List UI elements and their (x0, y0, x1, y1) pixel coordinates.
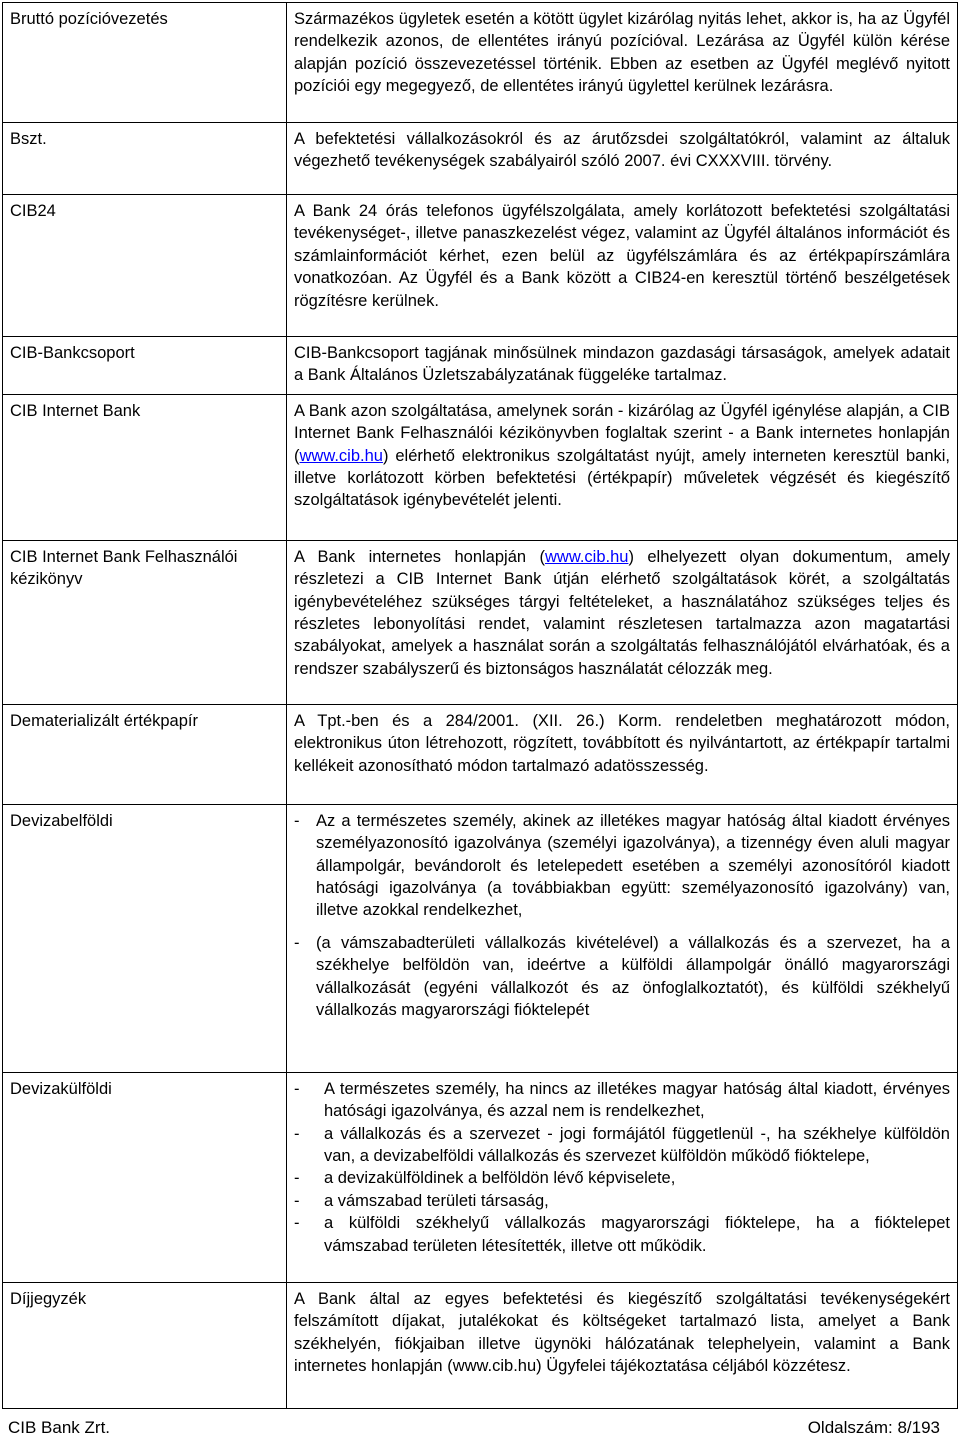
definition-cell (287, 1072, 958, 1282)
term-cell: CIB Internet Bank (3, 394, 287, 540)
definition-text (294, 400, 950, 512)
glossary-row-dijjegyzek (3, 1282, 958, 1408)
term-cell: CIB-Bankcsoport (3, 337, 287, 395)
dash-bullet: - (294, 1214, 300, 1233)
glossary-table (2, 2, 958, 1409)
glossary-row-devizabelfoldi (3, 804, 958, 1072)
definition-cell (287, 195, 958, 337)
term-cell: Bszt. (3, 123, 287, 195)
glossary-row-cib24 (3, 195, 958, 337)
term-cell: CIB Internet Bank Felhasználói kézikönyv (3, 540, 287, 704)
term-cell: Bruttó pozícióvezetés (3, 3, 287, 123)
definition-cell (287, 804, 958, 1072)
list-item-text: a külföldi székhelyű vállalkozás magyarországi fióktelepe, ha a fióktelepet vámszabad területen létesítették, illetve ott működik. (324, 1214, 950, 1255)
list-item-text: (a vámszabadterületi vállalkozás kivételével) a vállalkozás és a szervezet, ha a székhelye belföldön van, ideértve a külföldi állampolgár önálló magyarországi vállalkozását (egyéni vállalkozót és az önfoglalkoztatót), és külföldi székhelyű vállalkozás magyarországi fióktelepét (316, 933, 950, 1020)
dash-bullet: - (294, 1169, 300, 1188)
definition-text-part: ) elérhető elektronikus szolgáltatást nyújt, amely interneten keresztül banki, illetve korlátozott körben befektetési (értékpapír) műveletek végzését és kiegészítő szolgáltatások igénybevételét jelenti. (294, 446, 950, 510)
definition-cell (287, 3, 958, 123)
definition-text: A befektetési vállalkozásokról és az árutőzsdei szolgáltatókról, valamint az általuk végezhető tevékenységek szabályairól szóló 2007. évi CXXXVIII. törvény. (294, 130, 950, 171)
cib-website-link[interactable]: www.cib.hu (299, 446, 383, 465)
list-item (294, 1212, 950, 1257)
cib-website-link[interactable]: www.cib.hu (544, 547, 629, 566)
list-item (294, 1078, 950, 1123)
list-item (294, 810, 950, 922)
definition-cell (287, 540, 958, 704)
list-item-text: a devizakülföldinek a belföldön lévő képviselete, (324, 1169, 676, 1188)
list-item (294, 1167, 950, 1189)
list-item-text: Az a természetes személy, akinek az illetékes magyar hatóság által kiadott érvényes személyazonosító igazolványa (személyi igazolványa), a tizennégy éven aluli magyar állampolgár, bevándorolt és letelepedett esetében a személyi azonosítóról kiadott hatósági igazolványa (a továbbiakban együtt: személyazonosító igazolvány) van, illetve azokkal rendelkezhet, (316, 811, 950, 920)
definition-text: A Bank 24 órás telefonos ügyfélszolgálata, amely korlátozott befektetési szolgáltatási tevékenységet-, illetve panaszkezelést végez, valamint az Ügyfél általános információt és számlainformációt kérhet, ezen belül az ügyfélszámlára és az értékpapírszámlára vonatkozóan. Az Ügyfél és a Bank között a CIB24-en keresztül történő beszélgetések rögzítésre kerülnek. (294, 202, 950, 310)
glossary-row-devizakulfoldi (3, 1072, 958, 1282)
definition-text-part: ) elhelyezett olyan dokumentum, amely részletezi a CIB Internet Bank útján elérhető szolgáltatások körét, a szolgáltatás igénybevételéhez szükséges tárgyi feltételeket, a használatához szükséges teljes és részletes lebonyolítási rendet, valamint részletesen tartalmazza azon magatartási szabályokat, amelyek a használat során a szolgáltatás felhasználójától elvárhatóak, és a rendszer szabályszerű és biztonságos használatát célozzák meg. (294, 547, 950, 678)
glossary-row-cib-internet-bank (3, 394, 958, 540)
list-item (294, 932, 950, 1022)
glossary-row-cib-bankcsoport (3, 337, 958, 395)
term-cell: Devizabelföldi (3, 804, 287, 1072)
definition-text-part: A Bank azon szolgáltatása, amelynek során - kizárólag az Ügyfél igénylése alapján, a CIB Internet Bank Felhasználói kézikönyvben foglaltak szerint - a Bank internetes honlapján ( (294, 401, 950, 465)
glossary-row-felhasznaloi-kezikonyv (3, 540, 958, 704)
glossary-row-dematerializalt-ertekpapir (3, 704, 958, 804)
definition-cell (287, 337, 958, 395)
footer-page-number: Oldalszám: 8/193 (807, 1418, 940, 1437)
term-cell: Díjjegyzék (3, 1282, 287, 1408)
definition-cell (287, 1282, 958, 1408)
definition-text: A Tpt.-ben és a 284/2001. (XII. 26.) Korm. rendeletben meghatározott módon, elektronikus úton létrehozott, rögzített, továbbított és nyilvántartott, az értékpapír tartalmi kellékeit azonosítható módon tartalmazó adatösszesség. (294, 711, 950, 775)
term-cell: Devizakülföldi (3, 1072, 287, 1282)
list-item (294, 1123, 950, 1168)
term-cell: CIB24 (3, 195, 287, 337)
definition-cell (287, 394, 958, 540)
page-footer (8, 1417, 940, 1439)
glossary-row-brutto-pozicio (3, 3, 958, 123)
definition-text: CIB-Bankcsoport tagjának minősülnek mindazon gazdasági társaságok, amelyek adatait a Bank Általános Üzletszabályzatának függeléke tartalmaz. (294, 344, 950, 385)
list-item-text: a vámszabad területi társaság, (324, 1191, 549, 1210)
list-item-text: A természetes személy, ha nincs az illetékes magyar hatóság által kiadott, érvényes hatósági igazolványa, és azzal nem is rendelkezhet, (324, 1079, 950, 1121)
dash-bullet: - (294, 1191, 300, 1210)
glossary-row-bszt (3, 123, 958, 195)
definition-cell (287, 123, 958, 195)
dash-bullet: - (294, 1124, 300, 1143)
list-item (294, 1190, 950, 1212)
definition-text (294, 546, 950, 680)
list-item-text: a vállalkozás és a szervezet - jogi formájától függetlenül -, ha székhelye külföldön van, a devizabelföldi vállalkozás és szervezet külföldön működő fióktelepe, (324, 1124, 950, 1166)
footer-company: CIB Bank Zrt. (8, 1418, 111, 1437)
dash-bullet: - (294, 1079, 300, 1098)
dash-bullet: - (294, 933, 300, 952)
term-cell: Dematerializált értékpapír (3, 704, 287, 804)
dash-bullet: - (294, 811, 300, 830)
definition-text: Származékos ügyletek esetén a kötött ügylet kizárólag nyitás lehet, akkor is, ha az Ügyfél rendelkezik azonos, de ellentétes irányú pozícióval. Lezárása az Ügyfél külön kérése alapján pozíció összevezetéssel történik. Ebben az esetben az Ügyfél meglévő nyitott pozíciói egy megegyező, de ellentétes irányú ügylettel kerülnek lezárásra. (294, 10, 950, 96)
definition-text: A Bank által az egyes befektetési és kiegészítő szolgáltatási tevékenységekért felszámított díjakat, jutalékokat és költségeket tartalmazó lista, amelyet a Bank székhelyén, fiókjaiban illetve ügynöki hálózatának telephelyein, valamint a Bank internetes honlapján (www.cib.hu) Ügyfelei tájékoztatása céljából közzétesz. (294, 1289, 950, 1376)
definition-cell (287, 704, 958, 804)
definition-text-part: A Bank internetes honlapján ( (294, 547, 545, 566)
